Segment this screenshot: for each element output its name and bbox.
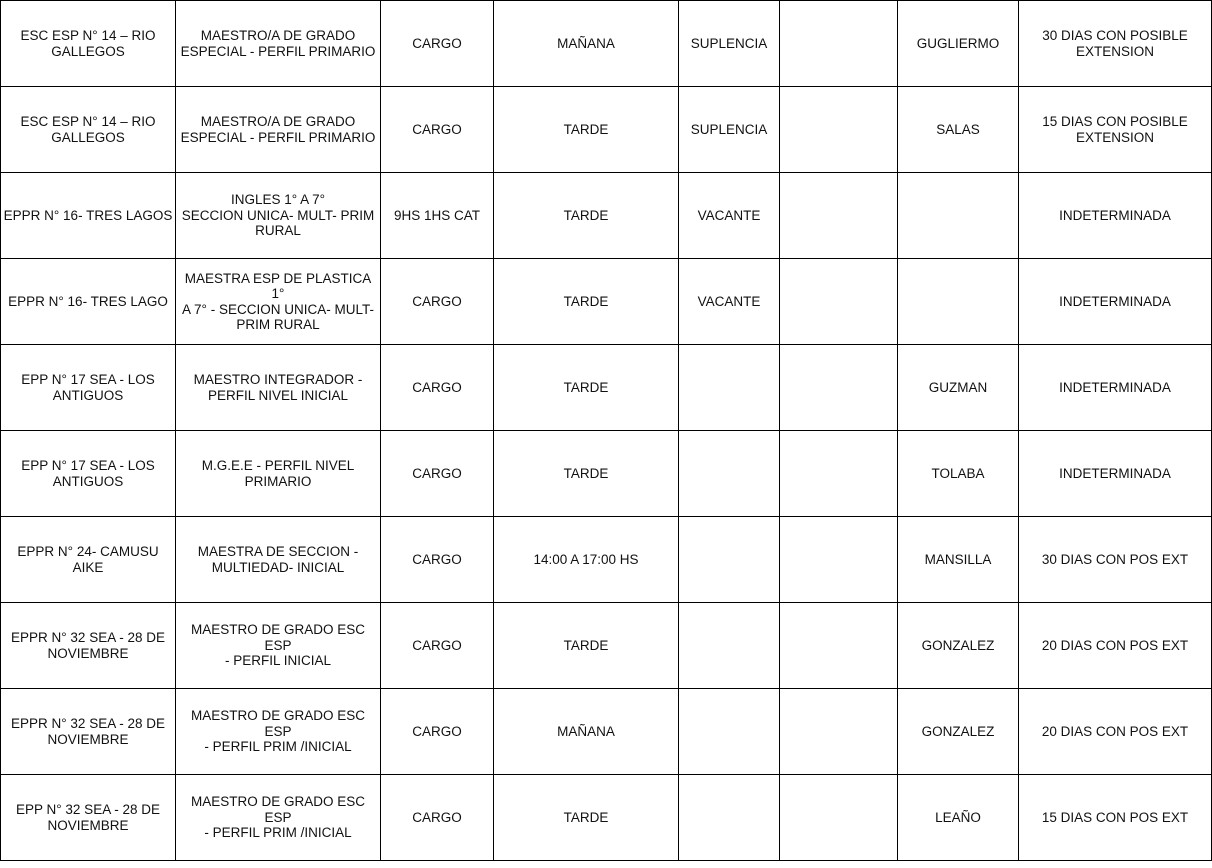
duration-cell: 20 DIAS CON POS EXT bbox=[1019, 603, 1212, 689]
status-cell bbox=[679, 431, 780, 517]
type-cell: CARGO bbox=[381, 87, 494, 173]
name-cell: GUZMAN bbox=[898, 345, 1019, 431]
duration-cell: 15 DIAS CON POSIBLE EXTENSION bbox=[1019, 87, 1212, 173]
school-cell: EPPR N° 32 SEA - 28 DE NOVIEMBRE bbox=[1, 689, 176, 775]
extra-cell bbox=[780, 431, 898, 517]
duration-cell: 30 DIAS CON POSIBLE EXTENSION bbox=[1019, 1, 1212, 87]
table-body bbox=[1, 1, 1212, 861]
duration-cell: INDETERMINADA bbox=[1019, 173, 1212, 259]
extra-cell bbox=[780, 173, 898, 259]
shift-cell: TARDE bbox=[494, 173, 679, 259]
position-cell: M.G.E.E - PERFIL NIVEL PRIMARIO bbox=[176, 431, 381, 517]
position-cell: MAESTRA DE SECCION - MULTIEDAD- INICIAL bbox=[176, 517, 381, 603]
type-cell: CARGO bbox=[381, 517, 494, 603]
status-cell bbox=[679, 689, 780, 775]
extra-cell bbox=[780, 259, 898, 345]
name-cell: TOLABA bbox=[898, 431, 1019, 517]
status-cell bbox=[679, 345, 780, 431]
duration-cell: 20 DIAS CON POS EXT bbox=[1019, 689, 1212, 775]
table-row bbox=[1, 259, 1212, 345]
type-cell: CARGO bbox=[381, 775, 494, 861]
name-cell bbox=[898, 173, 1019, 259]
status-cell bbox=[679, 517, 780, 603]
school-cell: EPPR N° 32 SEA - 28 DE NOVIEMBRE bbox=[1, 603, 176, 689]
shift-cell: TARDE bbox=[494, 259, 679, 345]
position-cell: MAESTRO/A DE GRADO ESPECIAL - PERFIL PRIMARIO bbox=[176, 1, 381, 87]
extra-cell bbox=[780, 1, 898, 87]
table-row bbox=[1, 431, 1212, 517]
shift-cell: TARDE bbox=[494, 431, 679, 517]
type-cell: CARGO bbox=[381, 603, 494, 689]
table-row bbox=[1, 345, 1212, 431]
shift-cell: MAÑANA bbox=[494, 1, 679, 87]
table-row bbox=[1, 775, 1212, 861]
table-row bbox=[1, 1, 1212, 87]
name-cell: GUGLIERMO bbox=[898, 1, 1019, 87]
extra-cell bbox=[780, 689, 898, 775]
shift-cell: TARDE bbox=[494, 775, 679, 861]
position-cell: MAESTRO DE GRADO ESC ESP - PERFIL PRIM /INICIAL bbox=[176, 689, 381, 775]
position-cell: MAESTRO/A DE GRADO ESPECIAL - PERFIL PRIMARIO bbox=[176, 87, 381, 173]
school-cell: EPP N° 17 SEA - LOS ANTIGUOS bbox=[1, 431, 176, 517]
status-cell bbox=[679, 775, 780, 861]
shift-cell: 14:00 A 17:00 HS bbox=[494, 517, 679, 603]
shift-cell: TARDE bbox=[494, 345, 679, 431]
name-cell bbox=[898, 259, 1019, 345]
table-row bbox=[1, 603, 1212, 689]
school-cell: EPPR N° 24- CAMUSU AIKE bbox=[1, 517, 176, 603]
table-row bbox=[1, 87, 1212, 173]
type-cell: CARGO bbox=[381, 689, 494, 775]
duration-cell: INDETERMINADA bbox=[1019, 259, 1212, 345]
position-cell: MAESTRO DE GRADO ESC ESP - PERFIL PRIM /INICIAL bbox=[176, 775, 381, 861]
school-cell: ESC ESP N° 14 – RIO GALLEGOS bbox=[1, 1, 176, 87]
status-cell: VACANTE bbox=[679, 259, 780, 345]
school-cell: EPPR N° 16- TRES LAGOS bbox=[1, 173, 176, 259]
position-cell: INGLES 1° A 7° SECCION UNICA- MULT- PRIM RURAL bbox=[176, 173, 381, 259]
school-cell: EPP N° 32 SEA - 28 DE NOVIEMBRE bbox=[1, 775, 176, 861]
extra-cell bbox=[780, 603, 898, 689]
duration-cell: 15 DIAS CON POS EXT bbox=[1019, 775, 1212, 861]
type-cell: CARGO bbox=[381, 431, 494, 517]
school-cell: ESC ESP N° 14 – RIO GALLEGOS bbox=[1, 87, 176, 173]
type-cell: 9HS 1HS CAT bbox=[381, 173, 494, 259]
duration-cell: INDETERMINADA bbox=[1019, 345, 1212, 431]
name-cell: LEAÑO bbox=[898, 775, 1019, 861]
type-cell: CARGO bbox=[381, 259, 494, 345]
extra-cell bbox=[780, 87, 898, 173]
position-cell: MAESTRO DE GRADO ESC ESP - PERFIL INICIAL bbox=[176, 603, 381, 689]
school-cell: EPPR N° 16- TRES LAGO bbox=[1, 259, 176, 345]
extra-cell bbox=[780, 775, 898, 861]
type-cell: CARGO bbox=[381, 1, 494, 87]
shift-cell: TARDE bbox=[494, 87, 679, 173]
name-cell: GONZALEZ bbox=[898, 689, 1019, 775]
status-cell: VACANTE bbox=[679, 173, 780, 259]
extra-cell bbox=[780, 345, 898, 431]
extra-cell bbox=[780, 517, 898, 603]
name-cell: SALAS bbox=[898, 87, 1019, 173]
school-cell: EPP N° 17 SEA - LOS ANTIGUOS bbox=[1, 345, 176, 431]
table-row bbox=[1, 689, 1212, 775]
position-cell: MAESTRO INTEGRADOR - PERFIL NIVEL INICIAL bbox=[176, 345, 381, 431]
status-cell: SUPLENCIA bbox=[679, 1, 780, 87]
shift-cell: MAÑANA bbox=[494, 689, 679, 775]
status-cell: SUPLENCIA bbox=[679, 87, 780, 173]
status-cell bbox=[679, 603, 780, 689]
duration-cell: INDETERMINADA bbox=[1019, 431, 1212, 517]
shift-cell: TARDE bbox=[494, 603, 679, 689]
name-cell: GONZALEZ bbox=[898, 603, 1019, 689]
table-row bbox=[1, 173, 1212, 259]
duration-cell: 30 DIAS CON POS EXT bbox=[1019, 517, 1212, 603]
position-cell: MAESTRA ESP DE PLASTICA 1° A 7° - SECCION UNICA- MULT- PRIM RURAL bbox=[176, 259, 381, 345]
table-row bbox=[1, 517, 1212, 603]
type-cell: CARGO bbox=[381, 345, 494, 431]
name-cell: MANSILLA bbox=[898, 517, 1019, 603]
